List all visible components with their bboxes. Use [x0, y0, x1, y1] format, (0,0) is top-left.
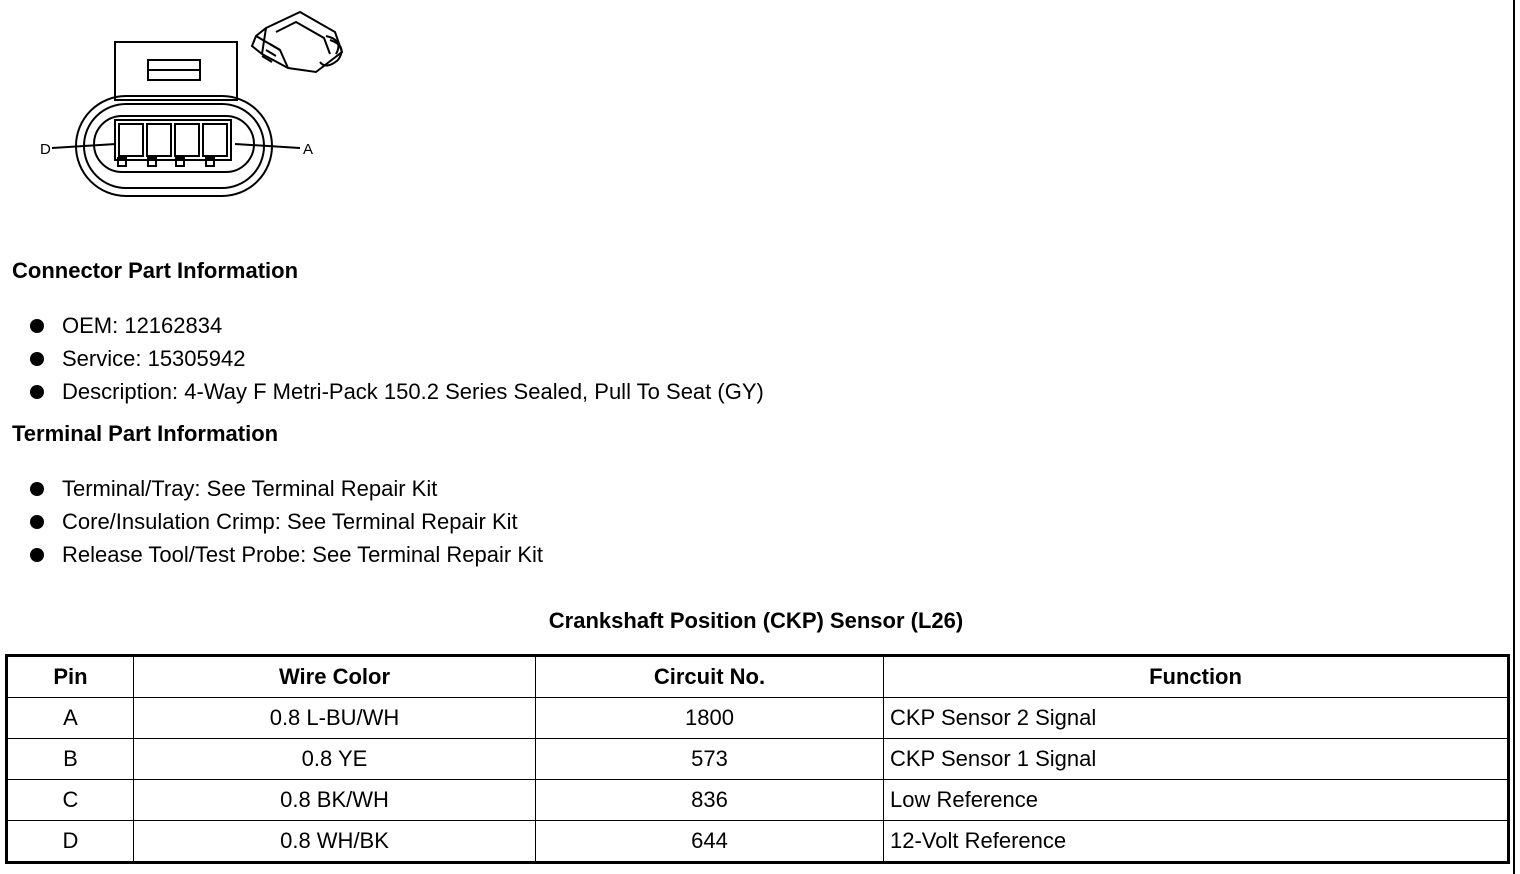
- pin-label-a: A: [303, 141, 314, 158]
- connector-part-info-heading: Connector Part Information: [12, 258, 299, 283]
- cell-function: Low Reference: [884, 780, 1509, 821]
- connector-face-diagram: [30, 10, 370, 210]
- pin-label-d: D: [40, 141, 51, 158]
- terminal-part-info-list: [30, 472, 543, 571]
- pinout-table: [5, 654, 1510, 864]
- cell-wire-color: 0.8 WH/BK: [134, 821, 536, 863]
- cell-circuit-no: 836: [536, 780, 884, 821]
- table-header-row: [7, 656, 1509, 698]
- list-item: [30, 505, 543, 538]
- cell-function: 12-Volt Reference: [884, 821, 1509, 863]
- table-row: [7, 780, 1509, 821]
- list-item: [30, 342, 764, 375]
- list-item: [30, 472, 543, 505]
- column-header-pin: Pin: [7, 656, 134, 698]
- list-item-text: OEM: 12162834: [62, 313, 223, 338]
- connector-part-info-list: [30, 309, 764, 408]
- column-header-wire-color: Wire Color: [134, 656, 536, 698]
- page-right-border: [1513, 0, 1515, 874]
- bullet-icon: [30, 352, 44, 366]
- list-item: [30, 538, 543, 571]
- column-header-function: Function: [884, 656, 1509, 698]
- table-row: [7, 821, 1509, 863]
- cell-wire-color: 0.8 L-BU/WH: [134, 698, 536, 739]
- table-row: [7, 698, 1509, 739]
- table-title: Crankshaft Position (CKP) Sensor (L26): [548, 608, 964, 633]
- connector-drawing: [30, 10, 370, 210]
- cell-circuit-no: 644: [536, 821, 884, 863]
- cell-function: CKP Sensor 2 Signal: [884, 698, 1509, 739]
- bullet-icon: [30, 515, 44, 529]
- table-row: [7, 739, 1509, 780]
- cell-wire-color: 0.8 YE: [134, 739, 536, 780]
- list-item-text: Core/Insulation Crimp: See Terminal Repair Kit: [62, 509, 518, 534]
- column-header-circuit-no: Circuit No.: [536, 656, 884, 698]
- terminal-part-info-heading: Terminal Part Information: [12, 421, 279, 446]
- bullet-icon: [30, 385, 44, 399]
- list-item-text: Terminal/Tray: See Terminal Repair Kit: [62, 476, 438, 501]
- bullet-icon: [30, 482, 44, 496]
- bullet-icon: [30, 319, 44, 333]
- cell-pin: A: [7, 698, 134, 739]
- list-item-text: Release Tool/Test Probe: See Terminal Repair Kit: [62, 542, 543, 567]
- cell-wire-color: 0.8 BK/WH: [134, 780, 536, 821]
- list-item: [30, 309, 764, 342]
- cell-pin: D: [7, 821, 134, 863]
- cell-circuit-no: 573: [536, 739, 884, 780]
- bullet-icon: [30, 548, 44, 562]
- list-item-text: Service: 15305942: [62, 346, 246, 371]
- cell-pin: B: [7, 739, 134, 780]
- cell-circuit-no: 1800: [536, 698, 884, 739]
- list-item-text: Description: 4-Way F Metri-Pack 150.2 Series Sealed, Pull To Seat (GY): [62, 379, 764, 404]
- list-item: [30, 375, 764, 408]
- cell-pin: C: [7, 780, 134, 821]
- cell-function: CKP Sensor 1 Signal: [884, 739, 1509, 780]
